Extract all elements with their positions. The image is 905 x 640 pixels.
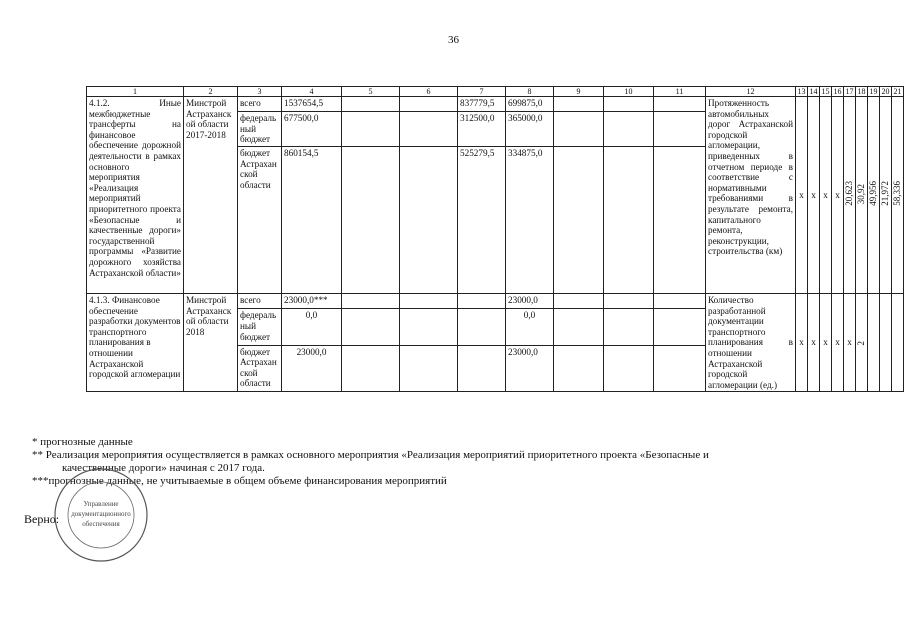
value-cell — [892, 97, 904, 294]
x-cell: x — [820, 97, 832, 294]
x-cell: x — [796, 294, 808, 392]
empty-cell — [654, 309, 706, 345]
year-2017-cell — [458, 294, 506, 309]
empty-cell — [342, 294, 400, 309]
value-cell — [880, 97, 892, 294]
source-cell: бюджет Астраханской области — [238, 147, 282, 294]
footnote-1: * прогнозные данные — [32, 436, 133, 448]
empty-cell — [654, 345, 706, 392]
empty-cell — [654, 97, 706, 112]
empty-cell — [554, 147, 604, 294]
certification-label: Верно: — [24, 512, 60, 526]
empty-cell — [400, 112, 458, 147]
empty-cell — [554, 309, 604, 345]
year-2018-cell: 365000,0 — [506, 112, 554, 147]
header-cell: 6 — [400, 87, 458, 97]
empty-cell — [554, 97, 604, 112]
header-cell: 1 — [87, 87, 184, 97]
empty-cell — [342, 112, 400, 147]
x-cell: x — [796, 97, 808, 294]
empty-cell — [342, 309, 400, 345]
header-cell: 21 — [893, 87, 902, 96]
table-row — [87, 97, 904, 112]
empty-cell — [654, 112, 706, 147]
year-2017-cell: 837779,5 — [458, 97, 506, 112]
year-2017-cell — [458, 345, 506, 392]
value-cell — [856, 294, 868, 392]
footnote-2-continued: качественные дороги» начиная с 2017 года. — [62, 462, 265, 474]
table-row — [87, 294, 904, 309]
empty-cell — [604, 345, 654, 392]
executor-cell: Минстрой Астраханской области 2018 — [184, 294, 238, 392]
empty-cell — [342, 97, 400, 112]
empty-cell — [342, 147, 400, 294]
x-cell: x — [832, 97, 844, 294]
stamp-line-2: документационного — [71, 510, 131, 518]
header-cell: 11 — [654, 87, 706, 97]
page-number: 36 — [448, 34, 459, 46]
empty-cell — [604, 97, 654, 112]
indicator-cell: Количество разработанной документации транспортного планирования в отношении Астраханской городской агломерации (ед.) — [706, 294, 796, 392]
empty-cell — [400, 294, 458, 309]
header-cell: 9 — [554, 87, 604, 97]
source-cell: федеральный бюджет — [238, 309, 282, 345]
year-2017-cell: 312500,0 — [458, 112, 506, 147]
total-cell: 860154,5 — [282, 147, 342, 294]
year-2017-cell: 525279,5 — [458, 147, 506, 294]
empty-cell — [604, 112, 654, 147]
official-stamp — [52, 466, 150, 564]
year-2017-cell — [458, 309, 506, 345]
x-cell: x — [808, 294, 820, 392]
vertical-value: 20,623 — [844, 181, 855, 207]
header-cell: 20 — [881, 87, 890, 96]
total-cell: 677500,0 — [282, 112, 342, 147]
empty-cell — [892, 294, 904, 392]
empty-cell — [604, 309, 654, 345]
stamp-line-3: обеспечения — [82, 520, 120, 528]
indicator-cell: Протяженность автомобильных дорог Астраханской городской агломерации, приведенных в отчетном периоде в соответствие с нормативными требованиями в результате ремонта, капитального ремонта, реконструкции, строительства (км) — [706, 97, 796, 294]
source-cell: всего — [238, 294, 282, 309]
header-cell: 2 — [184, 87, 238, 97]
program-table — [86, 86, 904, 392]
empty-cell — [554, 345, 604, 392]
header-cell: 16 — [833, 87, 842, 96]
empty-cell — [604, 147, 654, 294]
header-cell: 15 — [821, 87, 830, 96]
vertical-value: 58,336 — [892, 181, 903, 207]
header-cell: 10 — [604, 87, 654, 97]
total-cell: 23000,0*** — [282, 294, 342, 309]
header-row — [87, 87, 904, 97]
measure-cell: 4.1.3. Финансовое обеспечение разработки документов транспортного планирования в отношении Астраханской городской агломерации — [87, 294, 184, 392]
empty-cell — [654, 147, 706, 294]
value-cell — [856, 97, 868, 294]
header-cell: 13 — [797, 87, 806, 96]
header-cell: 3 — [238, 87, 282, 97]
header-cell: 18 — [857, 87, 866, 96]
source-cell: федеральный бюджет — [238, 112, 282, 147]
value-cell — [844, 97, 856, 294]
header-cell: 19 — [869, 87, 878, 96]
source-cell: всего — [238, 97, 282, 112]
year-2018-cell: 0,0 — [506, 309, 554, 345]
footnote-3: ***прогнозные данные, не учитываемые в общем объеме финансирования мероприятий — [32, 475, 447, 487]
empty-cell — [880, 294, 892, 392]
footnotes — [32, 436, 882, 488]
vertical-value: 30,92 — [856, 183, 867, 204]
year-2018-cell: 23000,0 — [506, 294, 554, 309]
total-cell: 1537654,5 — [282, 97, 342, 112]
stamp-line-1: Управление — [83, 500, 119, 508]
measure-cell: 4.1.2. Иные межбюджетные трансферты на финансовое обеспечение дорожной деятельности в рамках основного мероприятия «Реализация мероприятий приоритетного проекта «Безопасные и качественные дороги» государственной программы «Развитие дорожного хозяйства Астраханской области» — [87, 97, 184, 294]
vertical-value: 2 — [856, 340, 867, 346]
empty-cell — [654, 294, 706, 309]
empty-cell — [868, 294, 880, 392]
empty-cell — [554, 112, 604, 147]
header-cell: 17 — [845, 87, 854, 96]
header-cell: 7 — [458, 87, 506, 97]
empty-cell — [400, 345, 458, 392]
empty-cell — [400, 309, 458, 345]
header-cell: 12 — [706, 87, 796, 97]
x-cell: x — [808, 97, 820, 294]
x-cell: x — [844, 294, 856, 392]
vertical-value: 21,972 — [880, 181, 891, 207]
empty-cell — [604, 294, 654, 309]
x-cell: x — [832, 294, 844, 392]
empty-cell — [400, 97, 458, 112]
empty-cell — [554, 294, 604, 309]
year-2018-cell: 699875,0 — [506, 97, 554, 112]
header-cell: 8 — [506, 87, 554, 97]
vertical-value: 49,956 — [868, 181, 879, 207]
year-2018-cell: 23000,0 — [506, 345, 554, 392]
executor-cell: Минстрой Астраханской области 2017-2018 — [184, 97, 238, 294]
header-cell: 5 — [342, 87, 400, 97]
year-2018-cell: 334875,0 — [506, 147, 554, 294]
empty-cell — [400, 147, 458, 294]
header-cell: 4 — [282, 87, 342, 97]
total-cell: 23000,0 — [282, 345, 342, 392]
x-cell: x — [820, 294, 832, 392]
source-cell: бюджет Астраханской области — [238, 345, 282, 392]
header-cell: 14 — [809, 87, 818, 96]
footnote-2: ** Реализация мероприятия осуществляется в рамках основного мероприятия «Реализация мероприятий приоритетного проекта «Безопасные и — [32, 449, 709, 461]
value-cell — [868, 97, 880, 294]
empty-cell — [342, 345, 400, 392]
total-cell: 0,0 — [282, 309, 342, 345]
